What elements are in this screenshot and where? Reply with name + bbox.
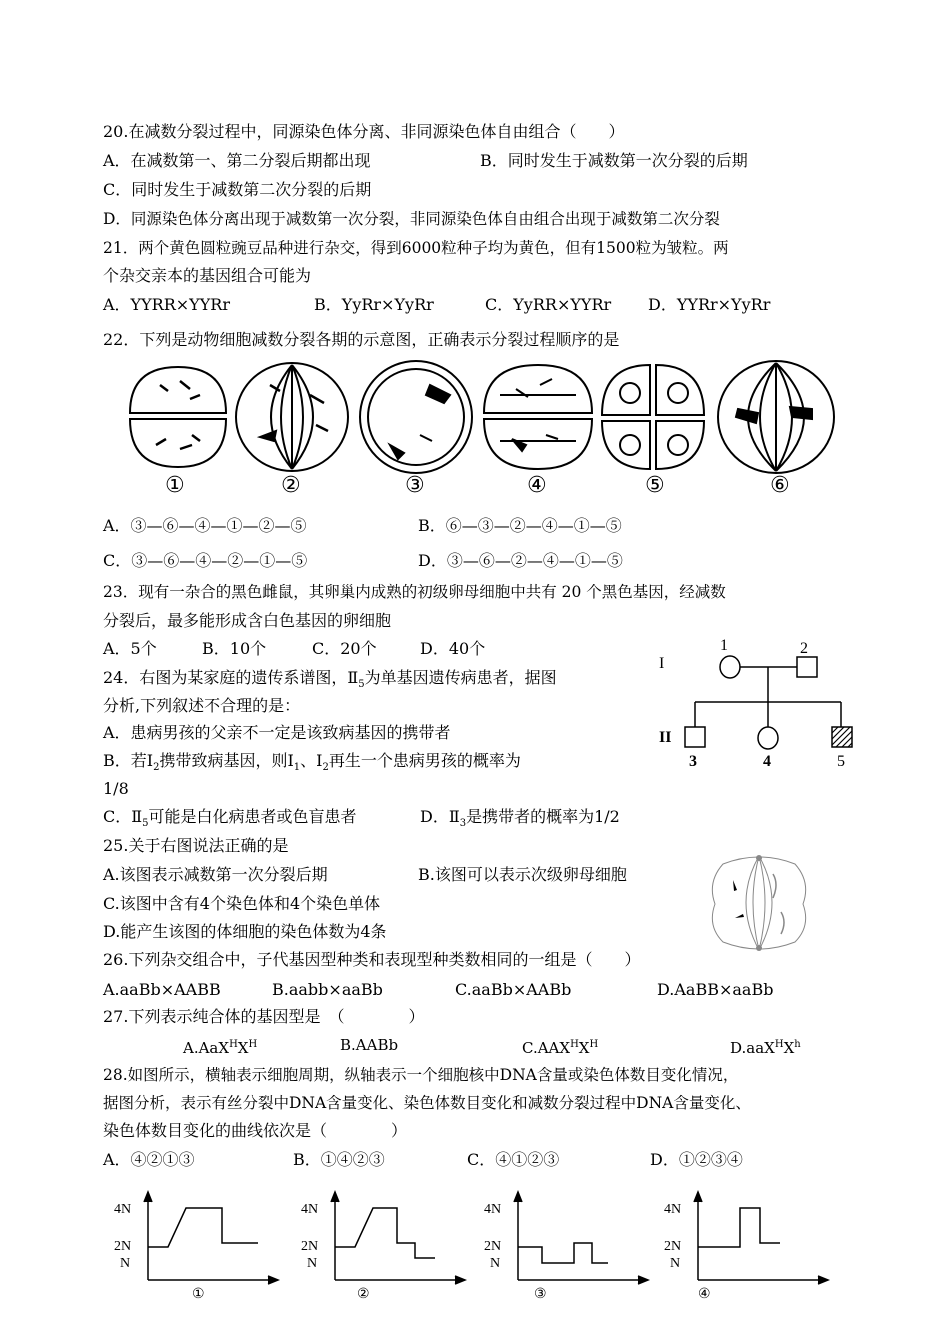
- pedigree-gen-2-label: II: [659, 729, 672, 746]
- q25-cell-figure: [703, 852, 815, 954]
- q20-stem: 20.在减数分裂过程中，同源染色体分离、非同源染色体自由组合（ ）: [103, 122, 625, 141]
- q28-option-b: B．①④②③: [293, 1150, 385, 1169]
- q28-stem-line2: 据图分析，表示有丝分裂中DNA含量变化、染色体数目变化和减数分裂过程中DNA含量变化、: [103, 1094, 751, 1112]
- g1-axis-4n: 4N: [114, 1202, 132, 1217]
- q24-option-c: C．$Ⅱ_5$可能是白化病患者或色盲患者: [103, 807, 357, 830]
- pedigree-individual-1: 1: [720, 637, 728, 654]
- q22-cell-division-figure: [120, 355, 840, 505]
- q20-option-d: D．同源染色体分离出现于减数第一次分裂，非同源染色体自由组合出现于减数第二次分裂: [103, 210, 720, 228]
- q27-option-a: $A.AaX^HX^H$: [183, 1039, 258, 1057]
- g4-axis-2n: 2N: [664, 1239, 682, 1254]
- g4-axis-4n: 4N: [664, 1202, 682, 1217]
- pedigree-individual-3: 3: [689, 753, 697, 770]
- q21-option-a: A．YYRR×YYRr: [103, 295, 231, 314]
- q27-option-b: B.AABb: [340, 1036, 399, 1054]
- q28-option-a: A．④②①③: [103, 1150, 195, 1169]
- q28-graph-4: [658, 1188, 833, 1318]
- q28-option-c: C．④①②③: [467, 1150, 560, 1169]
- cell-3-drawing: [360, 361, 472, 473]
- q23-option-d: D．40个: [420, 639, 486, 658]
- cell-5-drawing: [602, 365, 704, 469]
- q20-option-b: B．同时发生于减数第一次分裂的后期: [480, 151, 748, 170]
- q22-label-2: ②: [281, 473, 301, 498]
- q22-option-a: A．③—⑥—④—①—②—⑤: [103, 516, 307, 535]
- q28-option-d: D．①②③④: [650, 1150, 743, 1169]
- g2-label: ②: [357, 1287, 370, 1302]
- g2-axis-4n: 4N: [301, 1202, 319, 1217]
- q28-graph-1: [108, 1188, 283, 1318]
- q26-option-d: D.AaBB×aaBb: [657, 980, 774, 999]
- q20-option-a: A．在减数第一、第二分裂后期都出现: [103, 151, 371, 170]
- g2-axis-n: N: [307, 1256, 318, 1271]
- q24-option-d: D．$Ⅱ_3$是携带者的概率为1/2: [420, 807, 620, 830]
- q28-graph-3: [478, 1188, 653, 1318]
- q22-label-1: ①: [165, 473, 185, 498]
- pedigree-chart: [655, 630, 870, 775]
- cell-4-drawing: [484, 365, 592, 469]
- q22-label-4: ④: [527, 473, 547, 498]
- pedigree-gen-1-label: I: [659, 655, 665, 672]
- g1-label: ①: [192, 1287, 205, 1302]
- q25-option-c: C.该图中含有4个染色体和4个染色单体: [103, 894, 381, 913]
- g3-axis-2n: 2N: [484, 1239, 502, 1254]
- q22-stem: 22．下列是动物细胞减数分裂各期的示意图，正确表示分裂过程顺序的是: [103, 330, 620, 349]
- g3-label: ③: [534, 1287, 547, 1302]
- q25-option-b: B.该图可以表示次级卵母细胞: [418, 865, 627, 884]
- g1-axis-2n: 2N: [114, 1239, 132, 1254]
- q23-option-b: B．10个: [202, 639, 267, 658]
- q22-label-5: ⑤: [645, 473, 665, 498]
- q28-stem-line1: 28.如图所示，横轴表示细胞周期，纵轴表示一个细胞核中DNA含量或染色体数目变化情况，: [103, 1066, 739, 1084]
- q27-option-d: $D.aaX^HX^h$: [730, 1039, 801, 1057]
- q22-option-d: D．③—⑥—②—④—①—⑤: [418, 551, 623, 570]
- q24-option-a: A．患病男孩的父亲不一定是该致病基因的携带者: [103, 723, 451, 742]
- g4-label: ④: [698, 1287, 711, 1302]
- q24-option-b-continued: 1/8: [103, 779, 129, 798]
- pedigree-individual-5: 5: [837, 753, 845, 770]
- q22-option-c: C．③—⑥—④—②—①—⑤: [103, 551, 308, 570]
- g1-axis-n: N: [120, 1256, 131, 1271]
- q25-stem: 25.关于右图说法正确的是: [103, 836, 289, 855]
- pedigree-individual-4: 4: [763, 753, 771, 770]
- q25-option-a: A.该图表示减数第一次分裂后期: [103, 865, 328, 884]
- cell-2-drawing: [236, 363, 348, 471]
- q22-option-b: B．⑥—③—②—④—①—⑤: [418, 516, 622, 535]
- pedigree-individual-2: 2: [800, 640, 808, 657]
- q27-option-c: $C.AAX^HX^H$: [522, 1039, 599, 1057]
- q26-stem: 26.下列杂交组合中，子代基因型种类和表现型种类数相同的一组是（ ）: [103, 950, 641, 969]
- g2-axis-2n: 2N: [301, 1239, 319, 1254]
- q21-option-c: C．YyRR×YYRr: [485, 295, 612, 314]
- q23-option-c: C．20个: [312, 639, 377, 658]
- q23-stem-line1: 23．现有一杂合的黑色雌鼠，其卵巢内成熟的初级卵母细胞中共有 20 个黑色基因，经减数: [103, 583, 726, 601]
- q26-option-a: A.aaBb×AABB: [103, 980, 221, 999]
- q24-stem-line2: 分析,下列叙述不合理的是：: [103, 696, 301, 715]
- q23-stem-line2: 分裂后，最多能形成含白色基因的卵细胞: [103, 611, 392, 630]
- q21-option-b: B．YyRr×YyRr: [314, 295, 434, 314]
- q25-option-d: D.能产生该图的体细胞的染色体数为4条: [103, 922, 387, 941]
- cell-1-drawing: [130, 367, 226, 467]
- q27-stem: 27.下列表示纯合体的基因型是 （ ）: [103, 1007, 425, 1026]
- q21-stem-line2: 个杂交亲本的基因组合可能为: [103, 266, 312, 285]
- q26-option-c: C.aaBb×AABb: [455, 980, 572, 999]
- q20-option-c: C．同时发生于减数第二次分裂的后期: [103, 180, 372, 199]
- q22-label-3: ③: [405, 473, 425, 498]
- cell-6-drawing: [718, 361, 834, 473]
- g3-axis-n: N: [490, 1256, 501, 1271]
- q26-option-b: B.aabb×aaBb: [272, 980, 383, 999]
- q22-label-6: ⑥: [770, 473, 790, 498]
- q21-stem-line1: 21．两个黄色圆粒豌豆品种进行杂交，得到6000粒种子均为黄色，但有1500粒为皱粒。两: [103, 239, 729, 257]
- g4-axis-n: N: [670, 1256, 681, 1271]
- q23-option-a: A．5个: [103, 639, 157, 658]
- q21-option-d: D．YYRr×YyRr: [648, 295, 771, 314]
- q28-graph-2: [295, 1188, 470, 1318]
- q24-stem-line1: 24．右图为某家庭的遗传系谱图，$Ⅱ_5$为单基因遗传病患者，据图: [103, 668, 557, 691]
- g3-axis-4n: 4N: [484, 1202, 502, 1217]
- q24-option-b: B．若$Ⅰ_2$携带致病基因，则$Ⅰ_1$、$Ⅰ_2$再生一个患病男孩的概率为: [103, 751, 521, 774]
- q28-stem-line3: 染色体数目变化的曲线依次是（ ）: [103, 1121, 408, 1140]
